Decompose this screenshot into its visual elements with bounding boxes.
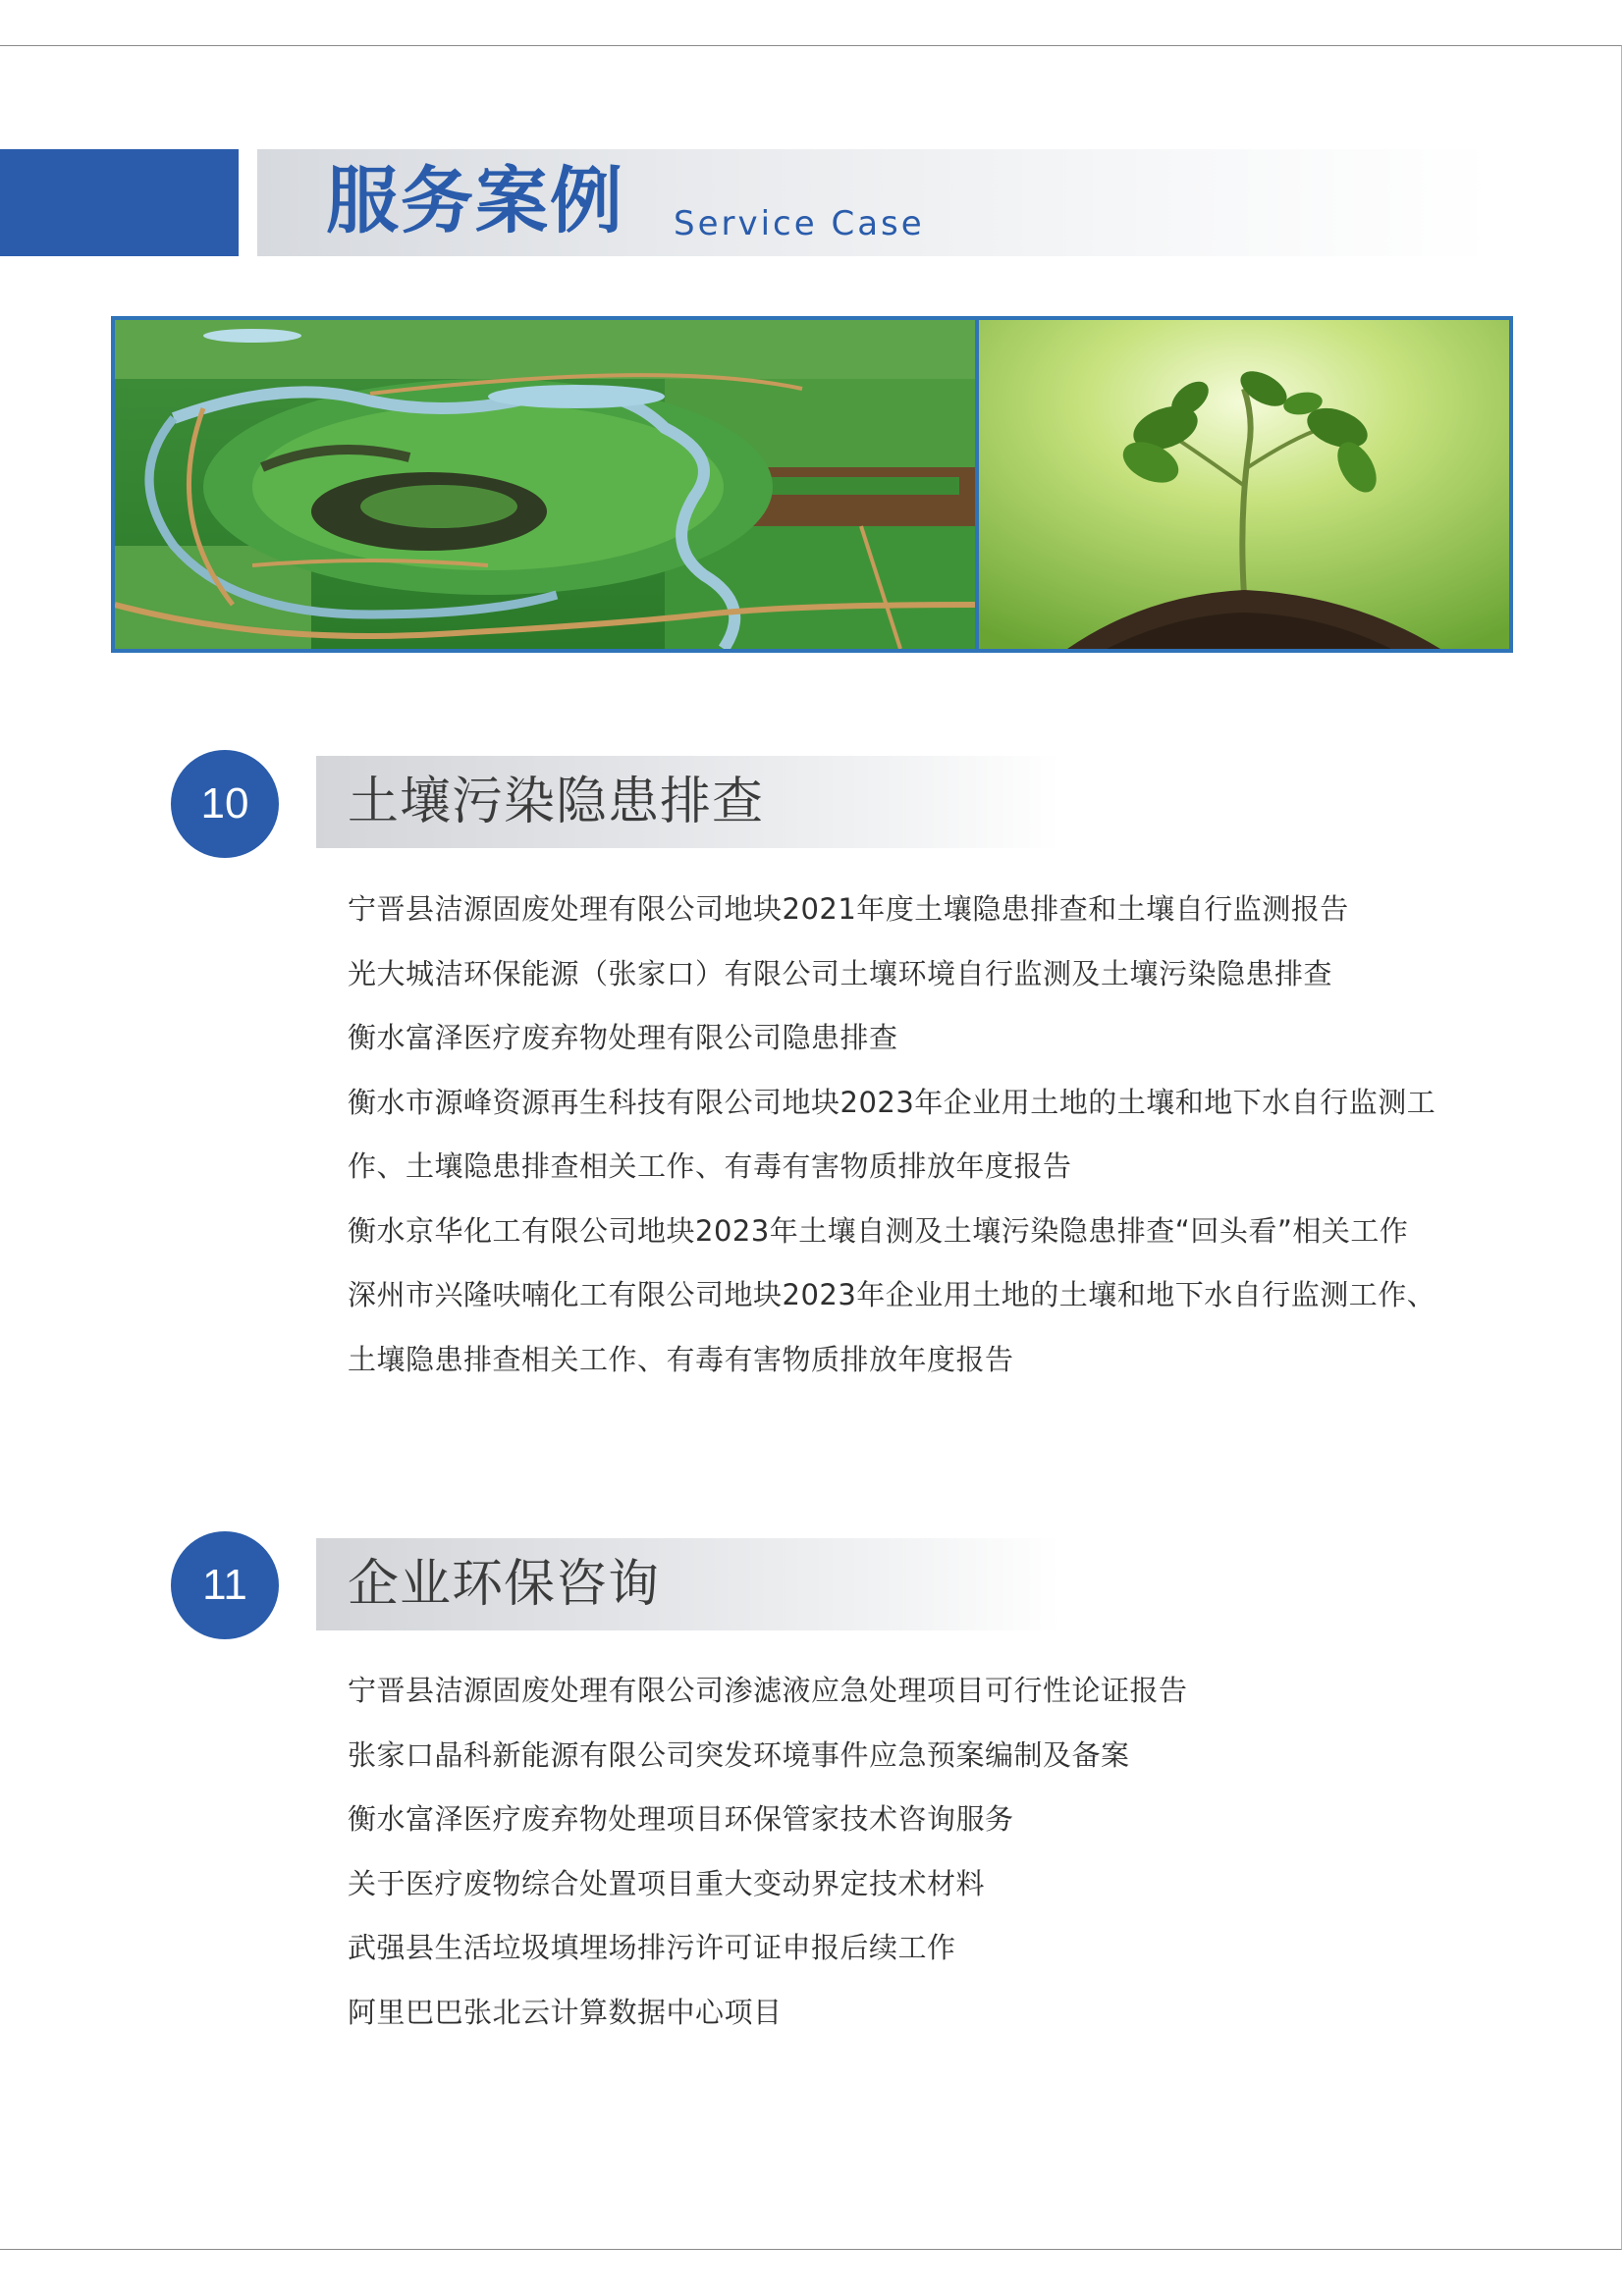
section-number-badge: 10	[171, 750, 279, 858]
section-item-list	[348, 1659, 1506, 2045]
page-subtitle: Service Case	[674, 204, 925, 243]
seedling-in-soil-image	[975, 320, 1509, 649]
list-item: 关于医疗废物综合处置项目重大变动界定技术材料	[348, 1866, 986, 1900]
list-item: 深州市兴隆呋喃化工有限公司地块2023年企业用土地的土壤和地下水自行监测工作、	[348, 1278, 1436, 1311]
section-title: 土壤污染隐患排查	[348, 773, 765, 831]
section-item-list	[348, 878, 1506, 1392]
list-item: 张家口晶科新能源有限公司突发环境事件应急预案编制及备案	[348, 1737, 1130, 1772]
header-accent-block	[0, 149, 239, 256]
list-item: 土壤隐患排查相关工作、有毒有害物质排放年度报告	[348, 1342, 1014, 1376]
page-title: 服务案例	[326, 159, 624, 243]
list-item: 作、土壤隐患排查相关工作、有毒有害物质排放年度报告	[348, 1149, 1072, 1183]
list-item: 衡水市源峰资源再生科技有限公司地块2023年企业用土地的土壤和地下水自行监测工	[348, 1085, 1436, 1119]
list-item: 衡水富泽医疗废弃物处理项目环保管家技术咨询服务	[348, 1802, 1014, 1836]
aerial-farmland-river-image	[115, 320, 975, 649]
list-item: 光大城洁环保能源（张家口）有限公司土壤环境自行监测及土壤污染隐患排查	[348, 956, 1333, 990]
section-title: 企业环保咨询	[348, 1555, 661, 1614]
list-item: 宁晋县洁源固废处理有限公司地块2021年度土壤隐患排查和土壤自行监测报告	[348, 892, 1349, 926]
list-item: 衡水京华化工有限公司地块2023年土壤自测及土壤污染隐患排查“回头看”相关工作	[348, 1213, 1409, 1248]
list-item: 阿里巴巴张北云计算数据中心项目	[348, 1995, 783, 2029]
list-item: 宁晋县洁源固废处理有限公司渗滤液应急处理项目可行性论证报告	[348, 1674, 1188, 1707]
banner	[111, 316, 1513, 653]
list-item: 衡水富泽医疗废弃物处理有限公司隐患排查	[348, 1021, 898, 1054]
list-item: 武强县生活垃圾填埋场排污许可证申报后续工作	[348, 1931, 956, 1964]
section-number-badge: 11	[171, 1531, 279, 1639]
